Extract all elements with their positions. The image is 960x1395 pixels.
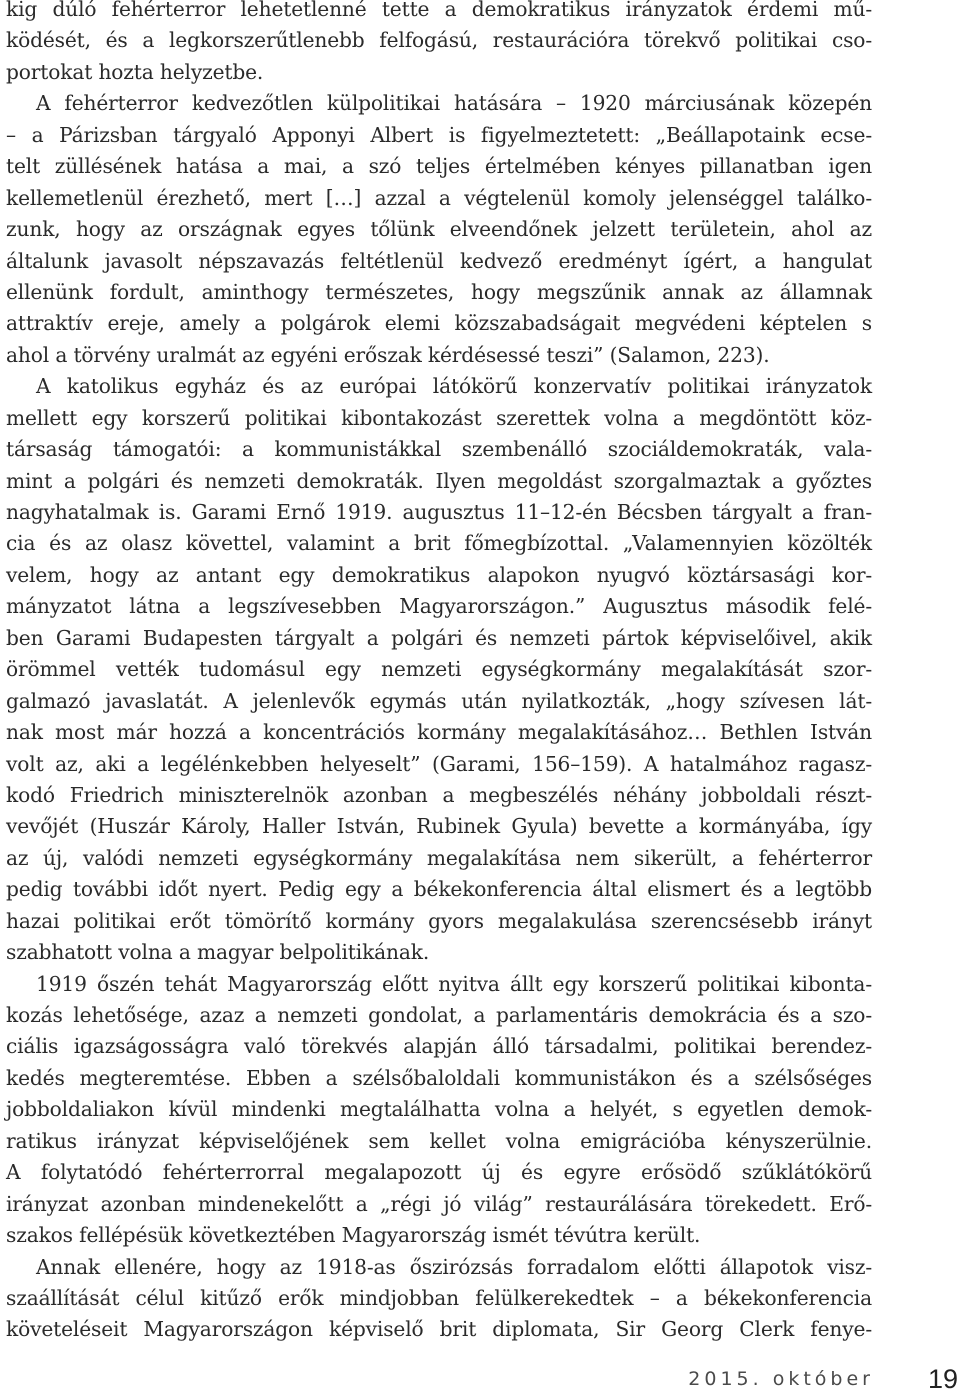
body-line: attraktív ereje, amely a polgárok elemi közszabadságait megvédeni képtelen s: [6, 311, 872, 336]
body-line: ellenünk fordult, aminthogy természetes, hogy megszűnik annak az államnak: [6, 279, 872, 304]
body-line: ben Garami Budapesten tárgyalt a polgári és nemzeti pártok képviselőivel, akik: [6, 625, 872, 650]
body-line: mellett egy korszerű politikai kibontakozást szerettek volna a megdöntött köz-: [6, 405, 872, 430]
body-line: szaállítását célul kitűző erők mindjobban felülkerekedtek – a békekonferencia: [6, 1285, 872, 1310]
body-line: – a Párizsban tárgyaló Apponyi Albert is figyelmeztetett: „Beállapotaink ecse-: [6, 122, 872, 147]
body-line: általunk javasolt népszavazás feltétlenül kedvező eredményt ígért, a hangulat: [6, 248, 872, 273]
body-line: kig dúló fehérterror lehetetlenné tette a demokratikus irányzatok érdemi mű-: [6, 0, 872, 21]
body-line: velem, hogy az antant egy demokratikus alapokon nyugvó köztársasági kor-: [6, 562, 872, 587]
body-line: szakos fellépésük következtében Magyarország ismét tévútra került.: [6, 1223, 701, 1248]
body-line: ratikus irányzat képviselőjének sem kellet volna emigrációba kényszerülnie.: [6, 1128, 872, 1153]
body-line: vevőjét (Huszár Károly, Haller István, Rubinek Gyula) bevette a kormányába, így: [6, 814, 872, 839]
body-line: mányzatot látna a legszívesebben Magyarországon.” Augusztus második felé-: [6, 594, 872, 619]
body-line: kodó Friedrich miniszterelnök azonban a megbeszélés néhány jobboldali részt-: [6, 782, 872, 807]
body-line: ahol a törvény uralmát az egyéni erőszak kérdésessé teszi” (Salamon, 223).: [6, 342, 770, 367]
body-line: kozás lehetősége, azaz a nemzeti gondolat, a parlamentáris demokrácia és a szo-: [6, 1003, 872, 1027]
body-line: A folytatódó fehérterrorral megalapozott új és egyre erősödő szűklátókörű: [6, 1160, 872, 1185]
body-line: zunk, hogy az országnak egyes tőlünk elveendőnek jelzett területein, ahol az: [6, 217, 872, 242]
body-line: kedés megteremtése. Ebben a szélsőbaloldali kommunistákon és a szélsőséges: [6, 1065, 872, 1090]
body-line: hazai politikai erőt tömörítő kormány gyors megalakulása szerencsésebb irányt: [6, 908, 872, 933]
page-number: 19: [927, 1364, 958, 1394]
body-line: kellemetlenül érezhető, mert […] azzal a végtelenül komoly jelenséggel találko-: [6, 185, 872, 210]
body-line: volt az, aki a legélénkebben helyeselt” (Garami, 156–159). A hatalmához ragasz-: [6, 751, 872, 776]
body-line: nagyhatalmak is. Garami Ernő 1919. augusztus 11–12-én Bécsben tárgyalt a fran-: [6, 500, 872, 524]
body-line: portokat hozta helyzetbe.: [6, 59, 264, 84]
body-line: pedig további időt nyert. Pedig egy a békekonferencia által elismert és a legtöbb: [6, 877, 872, 902]
body-line: társaság támogatói: a kommunistákkal szembenálló szociáldemokraták, vala-: [6, 437, 872, 462]
body-line: irányzat azonban mindenekelőtt a „régi jó világ” restaurálására törekedett. Erő-: [6, 1191, 872, 1216]
body-line: cia és az olasz követtel, valamint a brit főmegbízottal. „Valamennyien közölték: [6, 531, 872, 556]
body-line: telt züllésének hatása a mai, a szó teljes értelmében kényes pillanatban igen: [6, 154, 872, 179]
body-line: A fehérterror kedvezőtlen külpolitikai hatására – 1920 márciusának közepén: [36, 91, 872, 116]
body-line: jobboldaliakon kívül mindenki megtalálhatta volna a helyét, s egyetlen demok-: [6, 1097, 872, 1122]
body-line: Annak ellenére, hogy az 1918-as őszirózsás forradalom előtti állapotok visz-: [36, 1254, 872, 1279]
body-line: galmazó javaslatát. A jelenlevők egymás után nyilatkozták, „hogy szívesen lát-: [6, 688, 872, 713]
body-line: ködését, és a legkorszerűtlenebb felfogású, restaurációra törekvő politikai cso-: [6, 28, 872, 53]
issue-date: 2015. október: [688, 1368, 874, 1390]
body-line: ciális igazságosságra való törekvés alapján álló társadalmi, politikai berendez-: [6, 1034, 872, 1059]
body-line: A katolikus egyház és az európai látókörű konzervatív politikai irányzatok: [36, 374, 872, 399]
article-body: [6, 0, 872, 1346]
body-line: követeléseit Magyarországon képviselő brit diplomata, Sir Georg Clerk fenye-: [6, 1317, 872, 1342]
body-line: örömmel vették tudomásul egy nemzeti egységkormány megalakítását szor-: [6, 657, 872, 682]
body-line: az új, valódi nemzeti egységkormány megalakítása nem sikerült, a fehérterror: [6, 845, 872, 870]
page-footer: [0, 1364, 960, 1394]
body-line: mint a polgári és nemzeti demokraták. Ilyen megoldást szorgalmaztak a győztes: [6, 468, 872, 493]
body-line: 1919 őszén tehát Magyarország előtt nyitva állt egy korszerű politikai kibonta-: [36, 971, 872, 996]
body-line: szabhatott volna a magyar belpolitikának.: [6, 940, 430, 965]
body-line: nak most már hozzá a koncentrációs kormány megalakításához… Bethlen István: [6, 720, 872, 745]
